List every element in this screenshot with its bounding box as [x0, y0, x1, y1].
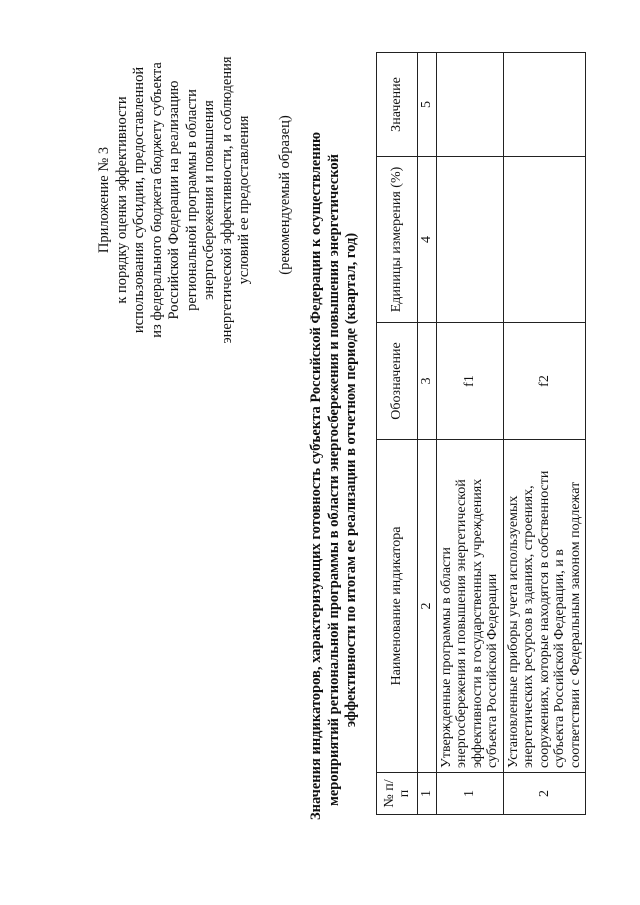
heading-line: Значения индикаторов, характеризующих готовность субъекта Российской Федерации к осуществлению — [308, 131, 324, 820]
appendix-line: использования субсидии, предоставленной — [131, 66, 147, 334]
indicator-name-line: Установленные приборы учета используемых — [505, 495, 521, 768]
indicator-value — [503, 53, 586, 157]
appendix-line: энергосбережения и повышения — [201, 100, 217, 300]
column-number: 1 — [418, 773, 437, 815]
recommended-sample-note: (рекомендуемый образец) — [277, 115, 293, 275]
indicator-value — [436, 53, 503, 157]
appendix-line: Приложение № 3 — [96, 146, 112, 254]
column-number: 2 — [418, 440, 437, 773]
row-number: 1 — [436, 773, 503, 815]
column-number-row — [418, 53, 437, 815]
appendix-line: региональной программы в области — [183, 89, 200, 311]
indicator-designation: f1 — [436, 323, 503, 440]
table-header-row — [377, 53, 418, 815]
indicator-unit — [503, 157, 586, 323]
heading-line: мероприятий региональной программы в области энергосбережения и повышения энергетической — [325, 153, 342, 807]
header-value: Значение — [377, 53, 418, 157]
indicator-name-line: соответствии с Федеральным законом подлежат — [567, 481, 583, 768]
indicator-name — [436, 440, 503, 773]
indicator-name-line: энергосбережения и повышения энергетической — [454, 479, 469, 768]
indicator-name-line: сооружениях, которые находятся в собственности — [536, 470, 552, 768]
header-number: № п/п — [377, 773, 418, 815]
appendix-line: энергетической эффективности, и соблюдения — [218, 56, 235, 344]
indicators-table — [376, 52, 586, 815]
column-number: 5 — [418, 53, 437, 157]
indicator-designation: f2 — [503, 323, 586, 440]
indicator-unit — [436, 157, 503, 323]
column-number: 4 — [418, 157, 437, 323]
document-heading — [308, 131, 361, 820]
table-row — [436, 53, 503, 815]
appendix-line: Российской Федерации на реализацию — [166, 80, 182, 320]
indicator-name — [503, 440, 586, 773]
heading-line: эффективности по итогам ее реализации в отчетном периоде (квартал, год) — [343, 232, 359, 728]
indicator-name-line: субъекта Российской Федерации, и в — [552, 549, 567, 768]
header-designation: Обозначение — [377, 323, 418, 440]
indicator-name-line: эффективности в государственных учреждениях — [469, 478, 485, 768]
header-unit: Единицы измерения (%) — [377, 157, 418, 323]
indicator-name-line: субъекта Российской Федерации — [485, 573, 500, 768]
row-number: 2 — [503, 773, 586, 815]
indicator-name-line: энергетических ресурсов в зданиях, строениях, — [521, 485, 536, 768]
appendix-block — [96, 35, 254, 365]
table-row — [503, 53, 586, 815]
indicator-name-line: Утвержденные программы в области — [438, 547, 454, 768]
appendix-line: условий ее предоставления — [236, 115, 252, 285]
appendix-line: из федерального бюджета бюджету субъекта — [148, 62, 165, 338]
column-number: 3 — [418, 323, 437, 440]
appendix-line: к порядку оценки эффективности — [113, 96, 130, 304]
header-indicator-name: Наименование индикатора — [377, 440, 418, 773]
